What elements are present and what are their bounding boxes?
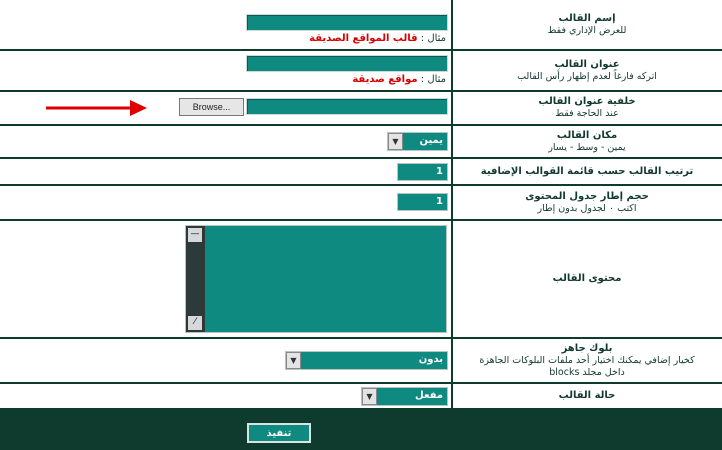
red-arrow-icon	[46, 98, 148, 118]
position-select[interactable]	[387, 132, 448, 151]
label-subtitle: اتركه فارغاً لعدم إظهار رأس القالب	[517, 70, 657, 82]
chevron-down-icon[interactable]: ▼	[362, 388, 377, 405]
chevron-down-icon[interactable]: ▼	[388, 133, 403, 150]
row-template-order	[0, 159, 722, 184]
row-template-name	[0, 0, 722, 49]
border-size-label	[452, 186, 722, 219]
chevron-down-icon[interactable]: ▼	[286, 352, 301, 369]
template-position-label	[452, 126, 722, 157]
label-subtitle: يمين - وسط - يسار	[548, 141, 626, 153]
template-name-label	[452, 0, 722, 49]
content-textarea[interactable]	[185, 225, 447, 333]
border-size-input[interactable]: 1	[397, 193, 448, 211]
row-template-content	[0, 221, 722, 337]
template-heading-label	[452, 51, 722, 90]
template-order-input[interactable]: 1	[397, 163, 448, 181]
template-content-label	[452, 221, 722, 337]
ready-block-select[interactable]	[285, 351, 448, 370]
template-status-label	[452, 384, 722, 408]
scroll-up-icon[interactable]: —	[187, 227, 203, 243]
heading-background-file-input[interactable]	[246, 98, 448, 115]
row-template-status	[0, 384, 722, 408]
label-subtitle: للعرض الإداري فقط	[547, 24, 627, 36]
template-heading-input[interactable]	[246, 55, 448, 72]
textarea-scrollbar[interactable]	[186, 226, 205, 332]
example-value: قالب المواقع الصديقة	[309, 33, 418, 44]
status-select[interactable]	[361, 387, 448, 406]
ready-block-label	[452, 339, 722, 382]
resize-grip-icon[interactable]: ⁄	[187, 315, 203, 331]
row-template-position	[0, 126, 722, 157]
label-title: بلوك جاهز	[561, 342, 613, 354]
template-heading-example	[352, 74, 446, 85]
label-title: حالة القالب	[558, 390, 616, 401]
row-ready-block	[0, 339, 722, 382]
label-title: خلفية عنوان القالب	[538, 96, 636, 107]
heading-background-label	[452, 92, 722, 124]
label-subtitle: عند الحاجة فقط	[555, 108, 619, 119]
submit-button[interactable]: تنفيذ	[247, 423, 311, 443]
status-selected: مفعل	[415, 390, 443, 401]
label-title: إسم القالب	[558, 12, 616, 24]
example-value: مواقع صديقة	[352, 74, 418, 85]
label-title: ترتيب القالب حسب قائمة القوالب الإضافية	[480, 165, 694, 177]
label-title: حجم إطار جدول المحتوى	[525, 190, 649, 202]
template-name-example	[309, 33, 446, 44]
row-heading-background	[0, 92, 722, 124]
example-prefix: مثال :	[420, 74, 446, 85]
ready-block-selected: بدون	[418, 354, 443, 365]
position-selected: يمين	[419, 135, 443, 146]
example-prefix: مثال :	[420, 33, 446, 44]
label-subtitle: اكتب ٠ لجدول بدون إطار	[537, 202, 637, 214]
template-order-label	[452, 159, 722, 184]
browse-button[interactable]: Browse...	[179, 98, 244, 116]
label-title: عنوان القالب	[554, 58, 620, 70]
label-subtitle-blocks: داخل مجلد blocks	[549, 366, 625, 378]
label-title: محتوى القالب	[552, 273, 622, 284]
row-template-heading	[0, 51, 722, 90]
row-border-size	[0, 186, 722, 219]
label-subtitle: كخيار إضافي يمكنك اختيار أحد ملفات البلوكات الجاهزة	[479, 354, 695, 366]
label-title: مكان القالب	[556, 129, 618, 141]
template-name-input[interactable]	[246, 14, 448, 31]
